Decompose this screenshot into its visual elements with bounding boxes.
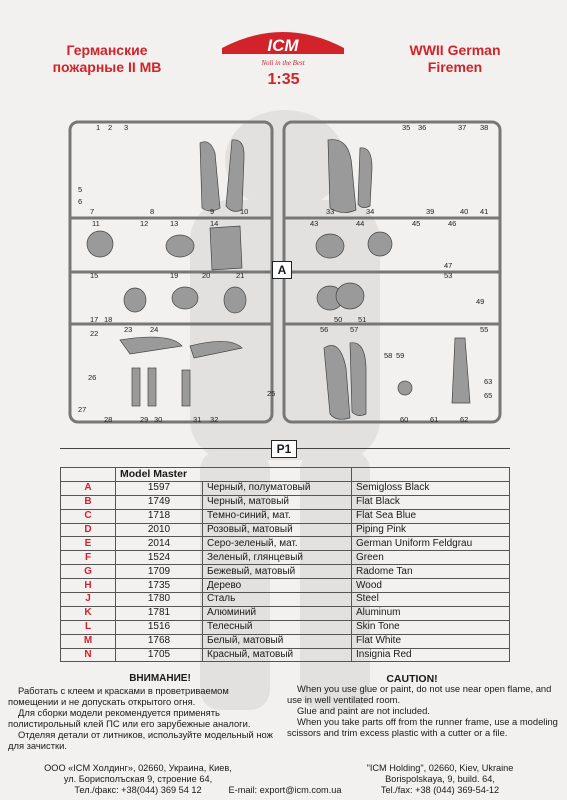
paint-name-ru: Черный, матовый (203, 495, 352, 509)
paint-letter: L (61, 620, 116, 634)
part-number: 24 (150, 325, 159, 334)
paint-name-ru: Темно-синий, мат. (203, 509, 352, 523)
part-number: 12 (140, 219, 149, 228)
paint-code: 1709 (116, 565, 203, 579)
footer-en-line1: "ICM Holding", 02660, Kiev, Ukraine (366, 763, 514, 773)
paint-letter: B (61, 495, 116, 509)
title-english-line2: Firemen (427, 59, 483, 75)
paint-letter: C (61, 509, 116, 523)
part-number: 29 (140, 415, 149, 424)
part-number: 44 (356, 219, 365, 228)
part-number: 40 (460, 207, 469, 216)
warning-text-en (287, 683, 559, 738)
part-number: 32 (210, 415, 219, 424)
paint-reference-table (60, 467, 510, 662)
footer-address-ru (38, 763, 238, 796)
paint-name-ru: Черный, полуматовый (203, 481, 352, 495)
part-number: 45 (412, 219, 421, 228)
paint-code: 1597 (116, 481, 203, 495)
paint-code: 1524 (116, 551, 203, 565)
part-number: 2 (108, 123, 113, 132)
sprue-parts (87, 140, 470, 420)
paint-name-en: Green (352, 551, 510, 565)
paint-name-en: Insignia Red (352, 648, 510, 662)
paint-row (61, 593, 510, 607)
part-number: 17 (90, 315, 99, 324)
warning-title-en: CAUTION! (386, 673, 438, 685)
title-english (380, 42, 530, 76)
paint-row (61, 551, 510, 565)
paint-name-ru: Красный, матовый (203, 648, 352, 662)
paint-name-ru: Бежевый, матовый (203, 565, 352, 579)
paint-letter: G (61, 565, 116, 579)
part-number: 28 (104, 415, 113, 424)
part-number: 31 (193, 415, 202, 424)
paint-name-ru: Дерево (203, 579, 352, 593)
icm-logo (214, 20, 352, 68)
warning-en-line3: When you take parts off from the runner frame, use a modeling scissors and trim excess plastic with a cutter or a file. (287, 716, 558, 738)
part-number: 27 (78, 405, 87, 414)
part-number: 22 (90, 329, 99, 338)
paint-letter: M (61, 634, 116, 648)
paint-letter: H (61, 579, 116, 593)
part-number: 61 (430, 415, 439, 424)
part-number: 6 (78, 197, 83, 206)
paint-row (61, 565, 510, 579)
paint-name-en: Piping Pink (352, 523, 510, 537)
sprue-label-a: A (272, 261, 292, 279)
part-number: 58 (384, 351, 393, 360)
footer-ru-line2: ул. Борисполъская 9, строение 64, (63, 774, 213, 784)
paint-name-en: Aluminum (352, 606, 510, 620)
warning-ru-line2: Для сборки модели рекомендуется применять полистирольный клей ПС или его зарубежные аналоги. (8, 707, 251, 729)
part-number: 20 (202, 271, 211, 280)
part-number: 60 (400, 415, 409, 424)
part-number: 1 (96, 123, 101, 132)
paint-letter: F (61, 551, 116, 565)
warning-ru-line1: Работать с клеем и красками в проветриваемом помещении и не допускать открытого огня. (8, 685, 229, 707)
title-russian (32, 42, 182, 76)
paint-code: 1749 (116, 495, 203, 509)
paint-code: 1735 (116, 579, 203, 593)
part-number: 65 (484, 391, 493, 400)
footer-ru-line1: ООО «ICM Холдинг», 02660, Украина, Киев, (44, 763, 232, 773)
part-number: 3 (124, 123, 129, 132)
paint-row (61, 620, 510, 634)
part-number: 62 (460, 415, 469, 424)
paint-name-ru: Серо-зеленый, мат. (203, 537, 352, 551)
paint-letter: A (61, 481, 116, 495)
part-number: 34 (366, 207, 375, 216)
part-number: 51 (358, 315, 367, 324)
table-header-letter (61, 468, 116, 482)
logo-text: ICM (267, 36, 299, 55)
page-label-p1: P1 (271, 440, 297, 458)
part-number: 13 (170, 219, 179, 228)
paint-row (61, 634, 510, 648)
title-russian-line2: пожарные II MB (52, 59, 162, 75)
part-number: 38 (480, 123, 489, 132)
paint-letter: K (61, 606, 116, 620)
paint-code: 2014 (116, 537, 203, 551)
paint-row (61, 509, 510, 523)
paint-rows (61, 481, 510, 662)
paint-row (61, 606, 510, 620)
part-number: 18 (104, 315, 113, 324)
part-number: 63 (484, 377, 493, 386)
warning-ru-line3: Отделяя детали от литников, используйте модельный нож для зачистки. (8, 729, 273, 751)
logo-slogan: Noli in the Best (261, 59, 305, 67)
paint-row (61, 523, 510, 537)
part-number: 43 (310, 219, 319, 228)
paint-name-en: Skin Tone (352, 620, 510, 634)
paint-name-en: Semigloss Black (352, 481, 510, 495)
footer-address-en (360, 763, 520, 796)
paint-name-en: Flat Black (352, 495, 510, 509)
paint-name-ru: Розовый, матовый (203, 523, 352, 537)
part-number: 49 (476, 297, 485, 306)
paint-row (61, 648, 510, 662)
part-number: 7 (90, 207, 95, 216)
paint-letter: J (61, 593, 116, 607)
part-number: 5 (78, 185, 83, 194)
part-number: 25 (267, 389, 276, 398)
footer-en-line3: Tel./fax: +38 (044) 369-54-12 (380, 785, 500, 795)
paint-name-en: Flat Sea Blue (352, 509, 510, 523)
part-number: 11 (92, 219, 100, 228)
part-number: 36 (418, 123, 427, 132)
paint-code: 1516 (116, 620, 203, 634)
part-number: 30 (154, 415, 163, 424)
title-english-line1: WWII German (409, 42, 501, 58)
table-header-model-master: Model Master (116, 468, 352, 482)
paint-code: 1768 (116, 634, 203, 648)
paint-row (61, 537, 510, 551)
part-number: 21 (236, 271, 245, 280)
paint-letter: D (61, 523, 116, 537)
part-number: 23 (124, 325, 133, 334)
paint-name-ru: Белый, матовый (203, 634, 352, 648)
paint-code: 1781 (116, 606, 203, 620)
paint-code: 1705 (116, 648, 203, 662)
paint-code: 2010 (116, 523, 203, 537)
paint-name-en: Wood (352, 579, 510, 593)
part-number: 56 (320, 325, 329, 334)
paint-name-ru: Зеленый, глянцевый (203, 551, 352, 565)
paint-letter: N (61, 648, 116, 662)
scale-label: 1:35 (267, 71, 300, 88)
footer-ru-line3: Тел./факс: +38(044) 369 54 12 (74, 785, 202, 795)
part-number: 9 (210, 207, 215, 216)
paint-name-en: German Uniform Feldgrau (352, 537, 510, 551)
part-number: 39 (426, 207, 435, 216)
part-number: 33 (326, 207, 335, 216)
paint-name-ru: Телесный (203, 620, 352, 634)
table-header-row (61, 468, 510, 482)
warning-title-ru: ВНИМАНИЕ! (129, 673, 191, 684)
part-number: 55 (480, 325, 489, 334)
title-russian-line1: Германские (66, 42, 148, 58)
part-number: 59 (396, 351, 405, 360)
part-number: 46 (448, 219, 457, 228)
paint-code: 1718 (116, 509, 203, 523)
paint-name-ru: Алюминий (203, 606, 352, 620)
part-number: 57 (350, 325, 359, 334)
part-number: 15 (90, 271, 99, 280)
part-number: 26 (88, 373, 97, 382)
paint-name-en: Flat White (352, 634, 510, 648)
paint-row (61, 579, 510, 593)
paint-row (61, 481, 510, 495)
part-number: 37 (458, 123, 467, 132)
warning-en-line1: When you use glue or paint, do not use near open flame, and use in well ventilated room. (287, 683, 552, 705)
part-number: 14 (210, 219, 219, 228)
warning-en-line2: Glue and paint are not included. (297, 705, 430, 716)
footer-email[interactable]: E-mail: export@icm.com.ua (228, 785, 342, 795)
footer-en-line2: Borispolskaya, 9, build. 64, (385, 774, 495, 784)
paint-name-ru: Сталь (203, 593, 352, 607)
part-number: 8 (150, 207, 155, 216)
table-header-english (352, 468, 510, 482)
part-number: 47 (444, 261, 453, 270)
part-number: 19 (170, 271, 179, 280)
part-number: 53 (444, 271, 453, 280)
paint-letter: E (61, 537, 116, 551)
paint-row (61, 495, 510, 509)
part-number: 35 (402, 123, 411, 132)
paint-code: 1780 (116, 593, 203, 607)
paint-name-en: Radome Tan (352, 565, 510, 579)
part-number: 50 (334, 315, 343, 324)
paint-name-en: Steel (352, 593, 510, 607)
part-number: 41 (480, 207, 489, 216)
warning-text-ru (8, 685, 280, 751)
part-number: 10 (240, 207, 249, 216)
